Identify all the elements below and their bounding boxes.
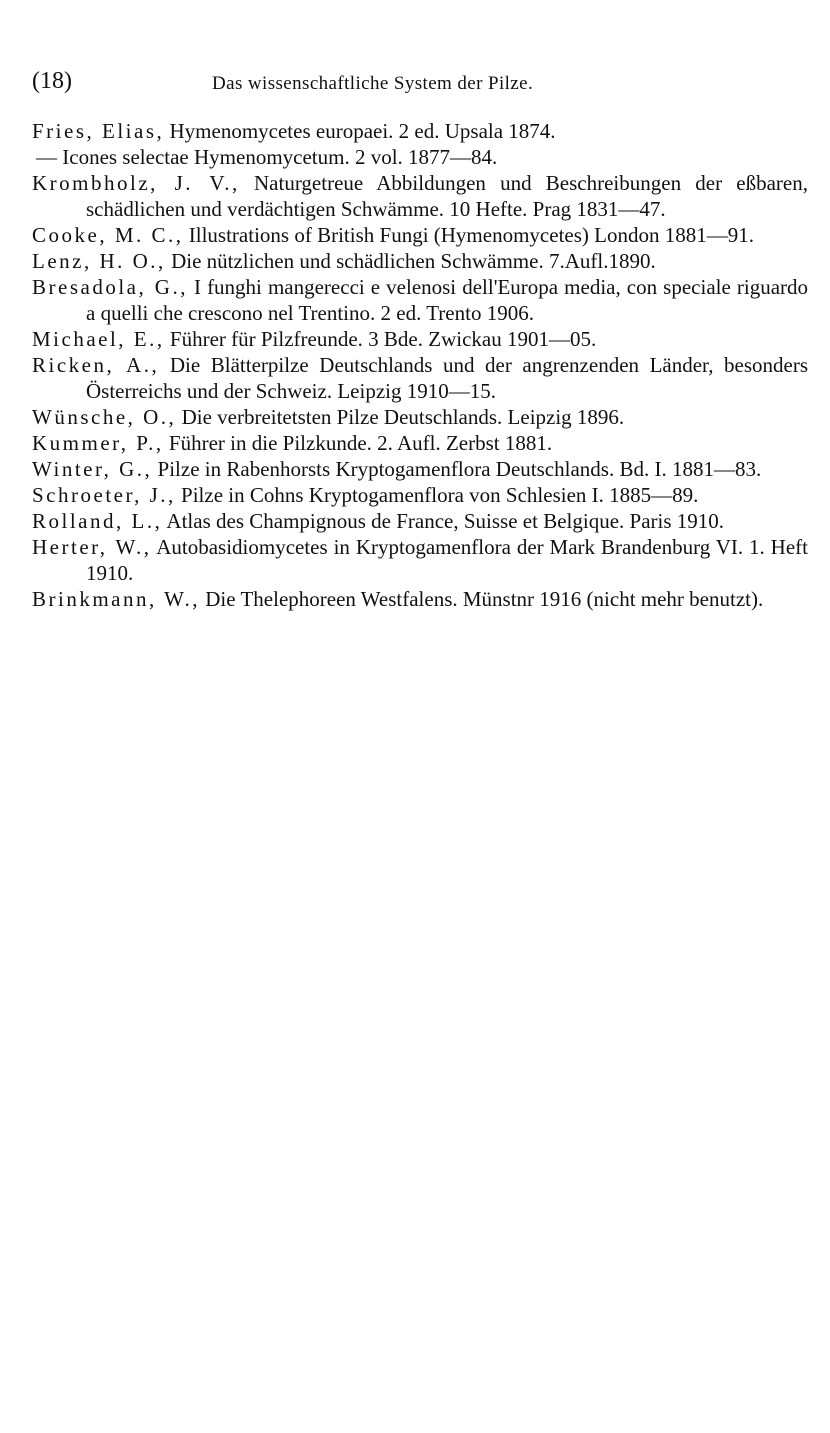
running-title: Das wissenschaftliche System der Pilze.: [212, 73, 534, 94]
bibliography-entry: [32, 144, 808, 170]
bibliography-entry: [32, 118, 808, 144]
entry-text: Icones selectae Hymenomycetum. 2 vol. 1877—84.: [57, 145, 498, 169]
page-header: [32, 68, 632, 100]
entry-author: Brinkmann, W.,: [32, 587, 201, 611]
entry-text: Pilze in Cohns Kryptogamenflora von Schlesien I. 1885—89.: [175, 483, 699, 507]
entry-author: Krombholz, J. V.,: [32, 171, 240, 195]
bibliography-entry: [32, 534, 808, 586]
bibliography-entry: [32, 170, 808, 222]
entry-author: Michael, E.,: [32, 327, 165, 351]
entry-text: Illustrations of British Fungi (Hymenomycetes) London 1881—91.: [183, 223, 754, 247]
bibliography-entry: [32, 586, 808, 612]
entry-author: Cooke, M. C.,: [32, 223, 184, 247]
entry-text: Die verbreitetsten Pilze Deutschlands. Leipzig 1896.: [176, 405, 625, 429]
entry-text: Führer in die Pilzkunde. 2. Aufl. Zerbst 1881.: [163, 431, 553, 455]
bibliography-list: [32, 118, 808, 612]
entry-text: I funghi mangerecci e velenosi dell'Europa media, con speciale riguardo a quelli che crescono nel Trentino. 2 ed. Trento 1906.: [86, 275, 809, 325]
bibliography-entry: [32, 352, 808, 404]
entry-author: Herter, W.,: [32, 535, 152, 559]
bibliography-entry: [32, 482, 808, 508]
bibliography-entry: [32, 222, 808, 248]
entry-author: Rolland, L.,: [32, 509, 163, 533]
page-number: (18): [32, 68, 72, 94]
entry-author: —: [36, 145, 57, 169]
entry-text: Die Blätterpilze Deutschlands und der angrenzenden Länder, besonders Österreichs und der Schweiz. Leipzig 1910—15.: [86, 353, 808, 403]
entry-text: Führer für Pilzfreunde. 3 Bde. Zwickau 1901—05.: [164, 327, 597, 351]
entry-author: Ricken, A.,: [32, 353, 160, 377]
entry-text: Hymenomycetes europaei. 2 ed. Upsala 1874.: [164, 119, 556, 143]
entry-author: Kummer, P.,: [32, 431, 164, 455]
entry-text: Die nützlichen und schädlichen Schwämme. 7.Aufl.1890.: [165, 249, 656, 273]
entry-author: Lenz, H. O.,: [32, 249, 166, 273]
bibliography-entry: [32, 326, 808, 352]
entry-author: Fries, Elias,: [32, 119, 165, 143]
entry-author: Wünsche, O.,: [32, 405, 177, 429]
entry-text: Naturgetreue Abbildungen und Beschreibungen der eßbaren, schädlichen und verdächtigen Schwämme. 10 Hefte. Prag 1831—47.: [86, 171, 808, 221]
bibliography-entry: [32, 404, 808, 430]
bibliography-entry: [32, 248, 808, 274]
entry-text: Die Thelephoreen Westfalens. Münstnr 1916 (nicht mehr benutzt).: [200, 587, 764, 611]
bibliography-entry: [32, 456, 808, 482]
entry-text: Atlas des Champignous de France, Suisse et Belgique. Paris 1910.: [162, 509, 725, 533]
bibliography-entry: [32, 430, 808, 456]
bibliography-entry: [32, 274, 808, 326]
entry-author: Winter, G.,: [32, 457, 153, 481]
entry-author: Bresadola, G.,: [32, 275, 188, 299]
entry-author: Schroeter, J.,: [32, 483, 176, 507]
bibliography-entry: [32, 508, 808, 534]
entry-text: Pilze in Rabenhorsts Kryptogamenflora Deutschlands. Bd. I. 1881—83.: [152, 457, 762, 481]
entry-text: Autobasidiomycetes in Kryptogamenflora der Mark Brandenburg VI. 1. Heft 1910.: [86, 535, 808, 585]
